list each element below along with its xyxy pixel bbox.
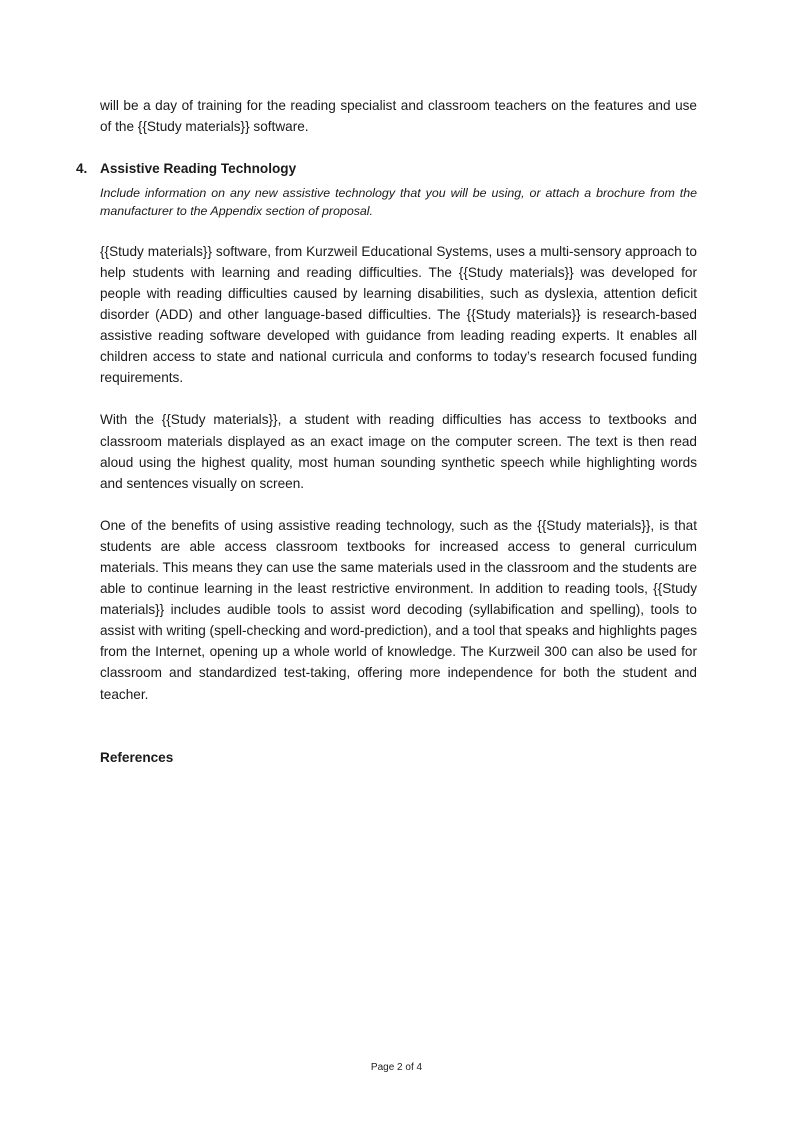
section-number: 4. xyxy=(76,161,88,177)
section-heading xyxy=(76,159,697,179)
page-content xyxy=(76,95,697,768)
section-instructions: Include information on any new assistive technology that you will be using, or attach a brochure from the manufacturer to the Appendix section of proposal. xyxy=(100,186,697,218)
body-paragraph-2: With the {{Study materials}}, a student with reading difficulties has access to textbooks and classroom materials displayed as an exact image on the computer screen. The text is then read aloud using the highest quality, most human sounding synthetic speech while highlighting words and sentences visually on screen. xyxy=(100,412,697,491)
body-paragraph-1: {{Study materials}} software, from Kurzweil Educational Systems, uses a multi-sensory approach to help students with learning and reading difficulties. The {{Study materials}} was developed for people with reading difficulties caused by learning disabilities, such as dyslexia, attention deficit disorder (ADD) and other language-based difficulties. The {{Study materials}} is research-based assistive reading software developed with guidance from leading reading experts. It enables all children access to state and national curricula and conforms to today’s research focused funding requirements. xyxy=(100,243,697,386)
lead-paragraph: will be a day of training for the reading specialist and classroom teachers on the features and use of the {{Study materials}} software. xyxy=(100,98,697,135)
references-heading: References xyxy=(100,749,174,765)
body-paragraph-3: One of the benefits of using assistive reading technology, such as the {{Study materials}}, is that students are able access classroom textbooks for increased access to general curriculum materials. This means they can use the same materials used in the classroom and the students are able to continue learning in the least restrictive environment. In addition to reading tools, {{Study materials}} includes audible tools to assist word decoding (syllabification and spelling), tools to assist with writing (spell-checking and word-prediction), and a tool that speaks and highlights pages from the Internet, opening up a whole world of knowledge. The Kurzweil 300 can also be used for classroom and standardized test-taking, offering more independence for both the student and teacher. xyxy=(100,517,697,702)
page-footer xyxy=(0,1061,793,1075)
page-number-label: Page 2 of 4 xyxy=(370,1062,423,1073)
section-title: Assistive Reading Technology xyxy=(100,161,297,177)
